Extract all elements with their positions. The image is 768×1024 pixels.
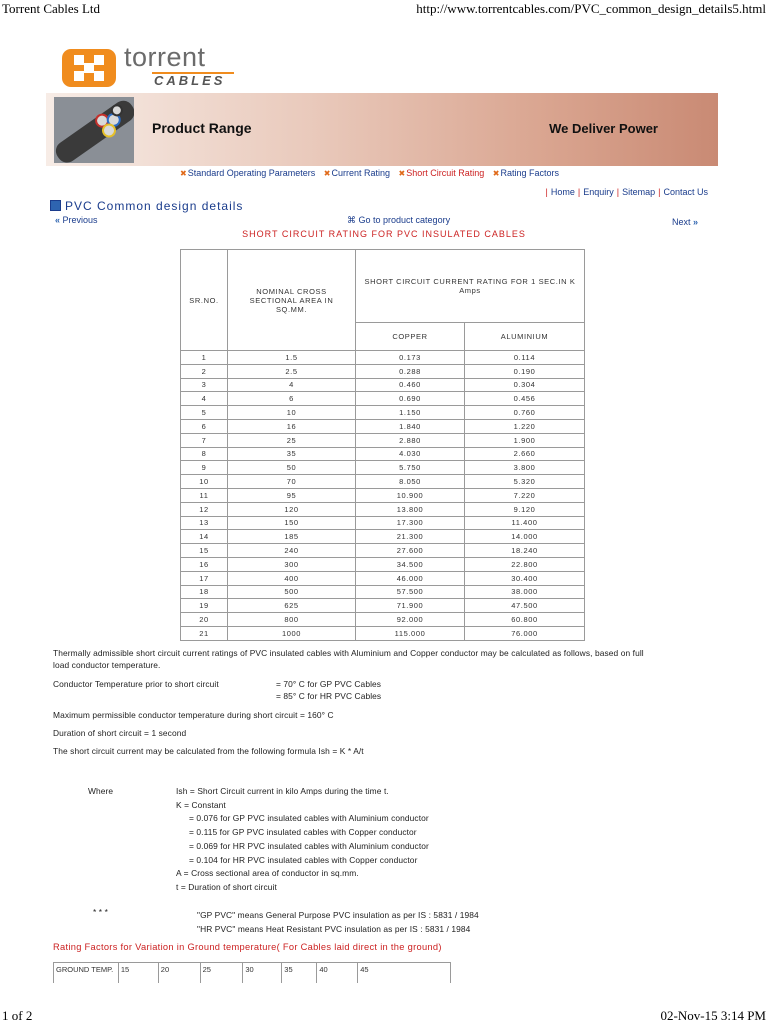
cell-area: 6	[228, 392, 356, 406]
cell-area: 625	[228, 599, 356, 613]
bullet-x-icon: ✖	[492, 169, 500, 178]
table-row	[181, 599, 585, 613]
cell-copper: 21.300	[356, 530, 465, 544]
cell-copper: 71.900	[356, 599, 465, 613]
table-title: SHORT CIRCUIT RATING FOR PVC INSULATED CABLES	[242, 229, 526, 239]
cell-copper: 46.000	[356, 571, 465, 585]
cell-area: 185	[228, 530, 356, 544]
cell-area: 95	[228, 488, 356, 502]
sitemap-link[interactable]: Sitemap	[622, 187, 656, 197]
cell-aluminium: 0.190	[465, 364, 585, 378]
cell-srno: 15	[181, 544, 228, 558]
cell-area: 2.5	[228, 364, 356, 378]
section-nav	[180, 168, 565, 178]
cell-srno: 4	[181, 392, 228, 406]
col-rating: SHORT CIRCUIT CURRENT RATING FOR 1 SEC.IN K Amps	[356, 250, 585, 323]
logo-wordmark: torrent	[124, 42, 206, 72]
banner-title: Product Range	[152, 120, 252, 136]
logo-subtitle: CABLES	[154, 73, 226, 88]
cell-copper: 0.460	[356, 378, 465, 392]
cable-image-icon	[54, 97, 134, 163]
stars-marker: * * *	[93, 907, 108, 917]
cell-srno: 7	[181, 433, 228, 447]
cell-srno: 6	[181, 419, 228, 433]
cell-srno: 20	[181, 613, 228, 627]
table-row	[181, 419, 585, 433]
table-row	[181, 406, 585, 420]
banner-tagline: We Deliver Power	[549, 121, 658, 136]
cell-copper: 17.300	[356, 516, 465, 530]
cell-copper: 0.288	[356, 364, 465, 378]
nav-rating-factors[interactable]: ✖Rating Factors	[492, 168, 560, 178]
cell-srno: 13	[181, 516, 228, 530]
thermal-paragraph: Thermally admissible short circuit current ratings of PVC insulated cables with Aluminium and Copper conductor may be calculated as follows, based on full load conductor temperature.	[53, 648, 644, 670]
table-row	[181, 364, 585, 378]
square-icon	[50, 200, 61, 211]
category-icon: ⌘	[347, 215, 356, 225]
cell-aluminium: 5.320	[465, 475, 585, 489]
table-row	[181, 613, 585, 627]
cell-srno: 11	[181, 488, 228, 502]
table-row	[181, 557, 585, 571]
double-left-arrow-icon: «	[55, 215, 61, 225]
cell-copper: 34.500	[356, 557, 465, 571]
cell-srno: 19	[181, 599, 228, 613]
page-title: PVC Common design details	[50, 199, 243, 213]
cell-srno: 9	[181, 461, 228, 475]
ground-temp-value: 35	[282, 963, 317, 983]
cell-area: 1.5	[228, 351, 356, 365]
cell-copper: 10.900	[356, 488, 465, 502]
cell-area: 500	[228, 585, 356, 599]
product-range-banner	[46, 93, 718, 166]
cell-copper: 0.690	[356, 392, 465, 406]
where-definitions: Ish = Short Circuit current in kilo Amps during the time t. K = Constant = 0.076 for GP PVC insulated cables with Aluminium conductor = 0.115 for GP PVC insulated cables with Copper conductor = 0.069 for HR PVC insulated cables with Aluminium conductor = 0.104 for HR PVC insulated cables with Copper conductor A = Cross sectional area of conductor in sq.mm. t = Duration of short circuit	[176, 786, 429, 892]
print-header-title: Torrent Cables Ltd	[2, 1, 101, 16]
cell-area: 400	[228, 571, 356, 585]
cell-aluminium: 7.220	[465, 488, 585, 502]
ground-temp-value: 40	[317, 963, 358, 983]
bullet-x-icon: ✖	[180, 169, 187, 178]
cell-copper: 57.500	[356, 585, 465, 599]
cell-aluminium: 1.900	[465, 433, 585, 447]
cell-copper: 8.050	[356, 475, 465, 489]
cell-aluminium: 38.000	[465, 585, 585, 599]
cell-area: 70	[228, 475, 356, 489]
cell-srno: 8	[181, 447, 228, 461]
table-row	[181, 488, 585, 502]
col-aluminium: ALUMINIUM	[465, 323, 585, 351]
table-row	[181, 571, 585, 585]
ground-temp-value: 20	[158, 963, 200, 983]
enquiry-link[interactable]: Enquiry	[583, 187, 614, 197]
ground-temp-value: 30	[243, 963, 282, 983]
ground-temp-table	[53, 962, 451, 983]
cell-aluminium: 1.220	[465, 419, 585, 433]
cell-area: 120	[228, 502, 356, 516]
cell-area: 10	[228, 406, 356, 420]
table-row	[181, 530, 585, 544]
cell-copper: 1.150	[356, 406, 465, 420]
cell-aluminium: 47.500	[465, 599, 585, 613]
cell-srno: 16	[181, 557, 228, 571]
bullet-x-icon: ✖	[323, 169, 331, 178]
cell-aluminium: 2.660	[465, 447, 585, 461]
product-category-link[interactable]: ⌘ Go to product category	[347, 215, 451, 225]
cell-aluminium: 0.760	[465, 406, 585, 420]
nav-standard-operating-parameters[interactable]: ✖Standard Operating Parameters	[180, 168, 316, 178]
table-body	[181, 351, 585, 641]
torrent-logo[interactable]	[62, 42, 237, 94]
cell-aluminium: 0.456	[465, 392, 585, 406]
col-area: NOMINAL CROSS SECTIONAL AREA IN SQ.MM.	[228, 250, 356, 351]
table-row	[181, 447, 585, 461]
where-label: Where	[88, 786, 114, 796]
nav-current-rating[interactable]: ✖Current Rating	[323, 168, 391, 178]
ground-temp-value: 45	[358, 963, 451, 983]
table-row	[181, 516, 585, 530]
cell-srno: 2	[181, 364, 228, 378]
cell-area: 150	[228, 516, 356, 530]
cell-area: 25	[228, 433, 356, 447]
rating-factors-heading: Rating Factors for Variation in Ground temperature( For Cables laid direct in the ground)	[53, 942, 442, 952]
cell-srno: 18	[181, 585, 228, 599]
table-row	[181, 378, 585, 392]
table-row	[181, 351, 585, 365]
cell-srno: 17	[181, 571, 228, 585]
short-circuit-table	[180, 249, 585, 641]
abbreviation-notes: "GP PVC" means General Purpose PVC insulation as per IS : 5831 / 1984 "HR PVC" means Heat Resistant PVC insulation as per IS : 5831 / 1984	[197, 910, 479, 934]
print-header-url: http://www.torrentcables.com/PVC_common_design_details5.html	[416, 1, 766, 16]
ground-temp-label: GROUND TEMP.	[54, 963, 119, 983]
cell-aluminium: 60.800	[465, 613, 585, 627]
cell-aluminium: 0.114	[465, 351, 585, 365]
col-srno: SR.NO.	[181, 250, 228, 351]
home-link[interactable]: Home	[550, 187, 575, 197]
table-row	[181, 544, 585, 558]
cell-copper: 4.030	[356, 447, 465, 461]
cell-area: 50	[228, 461, 356, 475]
conductor-temp-label: Conductor Temperature prior to short circuit	[53, 679, 219, 689]
table-row	[181, 433, 585, 447]
cell-area: 16	[228, 419, 356, 433]
cell-aluminium: 3.800	[465, 461, 585, 475]
cell-aluminium: 0.304	[465, 378, 585, 392]
cell-srno: 10	[181, 475, 228, 489]
cell-aluminium: 22.800	[465, 557, 585, 571]
ground-temp-row	[54, 963, 451, 983]
cell-copper: 1.840	[356, 419, 465, 433]
next-link[interactable]: Next »	[672, 217, 699, 227]
nav-short-circuit-rating[interactable]: ✖Short Circuit Rating	[398, 168, 485, 178]
conductor-temp-values: = 70° C for GP PVC Cables = 85° C for HR PVC Cables	[276, 679, 382, 701]
cell-copper: 92.000	[356, 613, 465, 627]
max-temp-text: Maximum permissible conductor temperature during short circuit = 160° C	[53, 710, 334, 720]
table-row	[181, 461, 585, 475]
cell-aluminium: 18.240	[465, 544, 585, 558]
ground-temp-value: 25	[200, 963, 243, 983]
contact-us-link[interactable]: Contact Us	[663, 187, 708, 197]
cell-area: 800	[228, 613, 356, 627]
table-row	[181, 475, 585, 489]
cell-area: 300	[228, 557, 356, 571]
cell-srno: 1	[181, 351, 228, 365]
table-row	[181, 502, 585, 516]
cell-aluminium: 76.000	[465, 626, 585, 640]
previous-link[interactable]: « Previous	[55, 215, 98, 225]
cell-area: 35	[228, 447, 356, 461]
table-row	[181, 626, 585, 640]
cell-aluminium: 9.120	[465, 502, 585, 516]
utility-nav: | Home | Enquiry | Sitemap | Contact Us	[545, 187, 708, 197]
cell-area: 1000	[228, 626, 356, 640]
formula-text: The short circuit current may be calculated from the following formula Ish = K * A/t	[53, 746, 364, 756]
cell-copper: 0.173	[356, 351, 465, 365]
table-row	[181, 392, 585, 406]
print-footer-date: 02-Nov-15 3:14 PM	[660, 1008, 766, 1023]
cell-srno: 3	[181, 378, 228, 392]
cell-srno: 12	[181, 502, 228, 516]
logo-mark-icon	[62, 49, 116, 87]
cell-area: 4	[228, 378, 356, 392]
duration-text: Duration of short circuit = 1 second	[53, 728, 187, 738]
cell-aluminium: 14.000	[465, 530, 585, 544]
table-row	[181, 585, 585, 599]
cell-copper: 5.750	[356, 461, 465, 475]
cell-copper: 115.000	[356, 626, 465, 640]
cell-srno: 5	[181, 406, 228, 420]
col-copper: COPPER	[356, 323, 465, 351]
cell-copper: 2.880	[356, 433, 465, 447]
ground-temp-value: 15	[118, 963, 158, 983]
print-footer-page: 1 of 2	[2, 1008, 33, 1023]
cell-area: 240	[228, 544, 356, 558]
cell-copper: 27.600	[356, 544, 465, 558]
cell-copper: 13.800	[356, 502, 465, 516]
double-right-arrow-icon: »	[693, 217, 699, 227]
cell-srno: 21	[181, 626, 228, 640]
bullet-x-icon: ✖	[398, 169, 406, 178]
cell-srno: 14	[181, 530, 228, 544]
cell-aluminium: 11.400	[465, 516, 585, 530]
cell-aluminium: 30.400	[465, 571, 585, 585]
